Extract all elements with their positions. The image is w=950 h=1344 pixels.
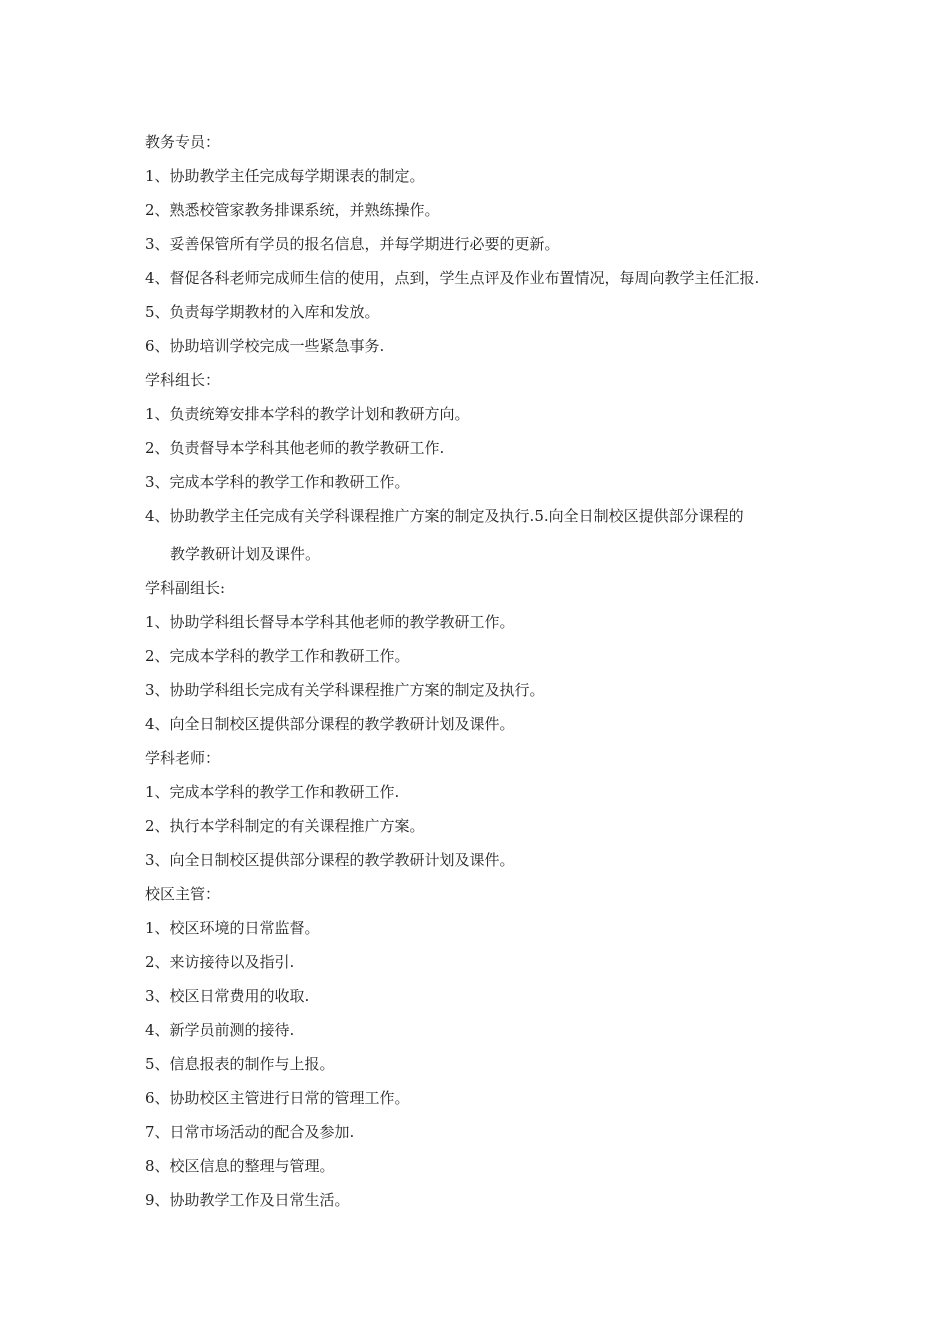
list-item: 9、协助教学工作及日常生活。 — [145, 1191, 350, 1209]
section-heading: 校区主管： — [145, 885, 221, 903]
list-item: 3、完成本学科的教学工作和教研工作。 — [145, 473, 410, 491]
list-item-continuation — [145, 537, 825, 571]
list-item: 5、信息报表的制作与上报。 — [145, 1055, 335, 1073]
list-item: 5、负责每学期教材的入库和发放。 — [145, 303, 380, 321]
list-item: 8、校区信息的整理与管理。 — [145, 1157, 335, 1175]
list-item: 1、完成本学科的教学工作和教研工作. — [145, 783, 400, 801]
section-heading: 教务专员： — [145, 133, 221, 151]
list-item: 6、协助培训学校完成一些紧急事务. — [145, 337, 385, 355]
list-item: 1、校区环境的日常监督。 — [145, 919, 320, 937]
list-item-number: 4、 — [145, 507, 170, 525]
list-item: 1、协助教学主任完成每学期课表的制定。 — [145, 167, 425, 185]
section-heading: 学科组长： — [145, 371, 221, 389]
list-item: 2、熟悉校管家教务排课系统，并熟练操作。 — [145, 201, 440, 219]
document-page — [145, 125, 825, 1217]
list-item: 4、新学员前测的接待. — [145, 1021, 295, 1039]
list-item: 2、执行本学科制定的有关课程推广方案。 — [145, 817, 425, 835]
list-item: 1、负责统筹安排本学科的教学计划和教研方向。 — [145, 405, 470, 423]
list-item: 2、负责督导本学科其他老师的教学教研工作. — [145, 439, 445, 457]
list-item: 4、督促各科老师完成师生信的使用，点到，学生点评及作业布置情况，每周向教学主任汇报. — [145, 269, 760, 287]
list-item: 3、协助学科组长完成有关学科课程推广方案的制定及执行。 — [145, 681, 545, 699]
section-heading: 学科老师： — [145, 749, 221, 767]
list-item: 4、向全日制校区提供部分课程的教学教研计划及课件。 — [145, 715, 515, 733]
list-item: 1、协助学科组长督导本学科其他老师的教学教研工作。 — [145, 613, 515, 631]
list-item: 3、向全日制校区提供部分课程的教学教研计划及课件。 — [145, 851, 515, 869]
list-item-text-line2: 教学教研计划及课件。 — [170, 545, 321, 563]
list-item: 3、校区日常费用的收取. — [145, 987, 310, 1005]
list-item-text-line1: 协助教学主任完成有关学科课程推广方案的制定及执行.5.向全日制校区提供部分课程的 — [169, 507, 744, 525]
list-item: 2、来访接待以及指引. — [145, 953, 295, 971]
list-item: 2、完成本学科的教学工作和教研工作。 — [145, 647, 410, 665]
section-heading: 学科副组长: — [145, 579, 226, 597]
list-item: 3、妥善保管所有学员的报名信息，并每学期进行必要的更新。 — [145, 235, 560, 253]
list-item: 7、日常市场活动的配合及参加. — [145, 1123, 355, 1141]
list-item: 6、协助校区主管进行日常的管理工作。 — [145, 1089, 410, 1107]
list-item-wrapped — [145, 499, 825, 533]
